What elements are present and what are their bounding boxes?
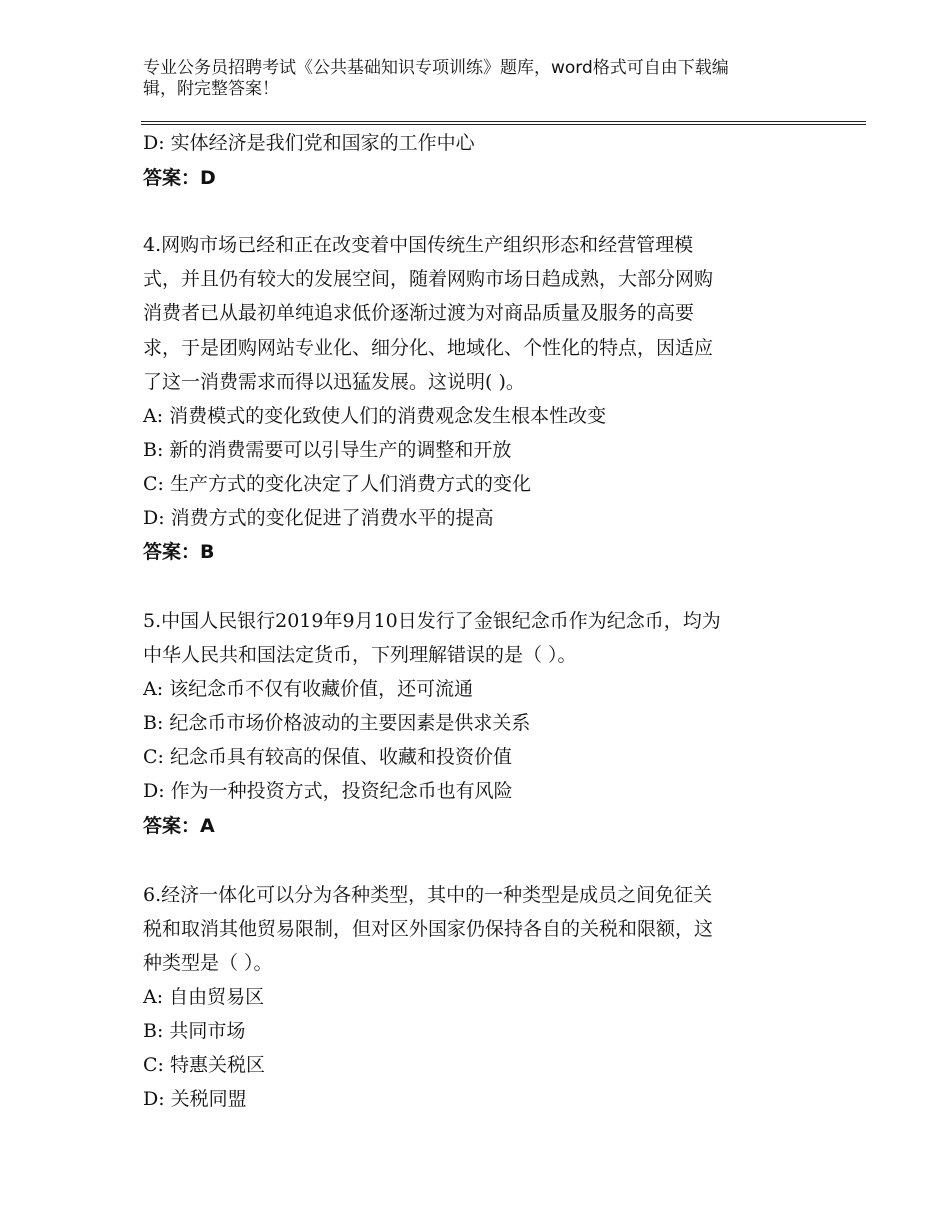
option-a: A: 该纪念币不仅有收藏价值，还可流通	[143, 678, 474, 700]
question-stem-line: 4.网购市场已经和正在改变着中国传统生产组织形态和经营管理模	[143, 234, 694, 256]
option-a: A: 自由贸易区	[143, 986, 265, 1008]
question-stem-line: 种类型是（ ）。	[143, 952, 273, 974]
option-c: C: 纪念币具有较高的保值、收藏和投资价值	[143, 746, 512, 768]
option-a: A: 消费模式的变化致使人们的消费观念发生根本性改变	[143, 405, 607, 427]
header-line: 专业公务员招聘考试《公共基础知识专项训练》题库，word格式可自由下载编	[143, 58, 729, 78]
question-stem-line: 6.经济一体化可以分为各种类型，其中的一种类型是成员之间免征关	[143, 884, 713, 906]
question-stem-line: 中华人民共和国法定货币，下列理解错误的是（ ）。	[143, 644, 577, 666]
option-b: B: 新的消费需要可以引导生产的调整和开放	[143, 439, 512, 461]
answer: 答案：D	[143, 167, 216, 189]
option-d: D: 消费方式的变化促进了消费水平的提高	[143, 507, 494, 529]
question-stem-line: 式，并且仍有较大的发展空间，随着网购市场日趋成熟，大部分网购	[143, 268, 714, 290]
option-c: C: 特惠关税区	[143, 1054, 265, 1076]
option-c: C: 生产方式的变化决定了人们消费方式的变化	[143, 473, 531, 495]
question-stem-line: 求，于是团购网站专业化、细分化、地域化、个性化的特点，因适应	[143, 337, 714, 359]
question-stem-line: 5.中国人民银行2019年9月10日发行了金银纪念币作为纪念币，均为	[143, 610, 721, 632]
page-header	[143, 58, 823, 100]
option-d: D: 作为一种投资方式，投资纪念币也有风险	[143, 780, 513, 802]
question-stem-line: 了这一消费需求而得以迅猛发展。这说明( )。	[143, 371, 525, 393]
answer: 答案：B	[143, 541, 215, 563]
header-divider	[141, 124, 866, 125]
option-d: D: 关税同盟	[143, 1088, 247, 1110]
question-stem-line: 税和取消其他贸易限制，但对区外国家仍保持各自的关税和限额，这	[143, 918, 714, 940]
answer: 答案：A	[143, 815, 215, 837]
option-d: D: 实体经济是我们党和国家的工作中心	[143, 132, 475, 154]
question-stem-line: 消费者已从最初单纯追求低价逐渐过渡为对商品质量及服务的高要	[143, 302, 695, 324]
option-b: B: 纪念币市场价格波动的主要因素是供求关系	[143, 712, 531, 734]
header-line: 辑，附完整答案！	[143, 79, 279, 99]
header-divider	[141, 121, 866, 122]
option-b: B: 共同市场	[143, 1020, 246, 1042]
